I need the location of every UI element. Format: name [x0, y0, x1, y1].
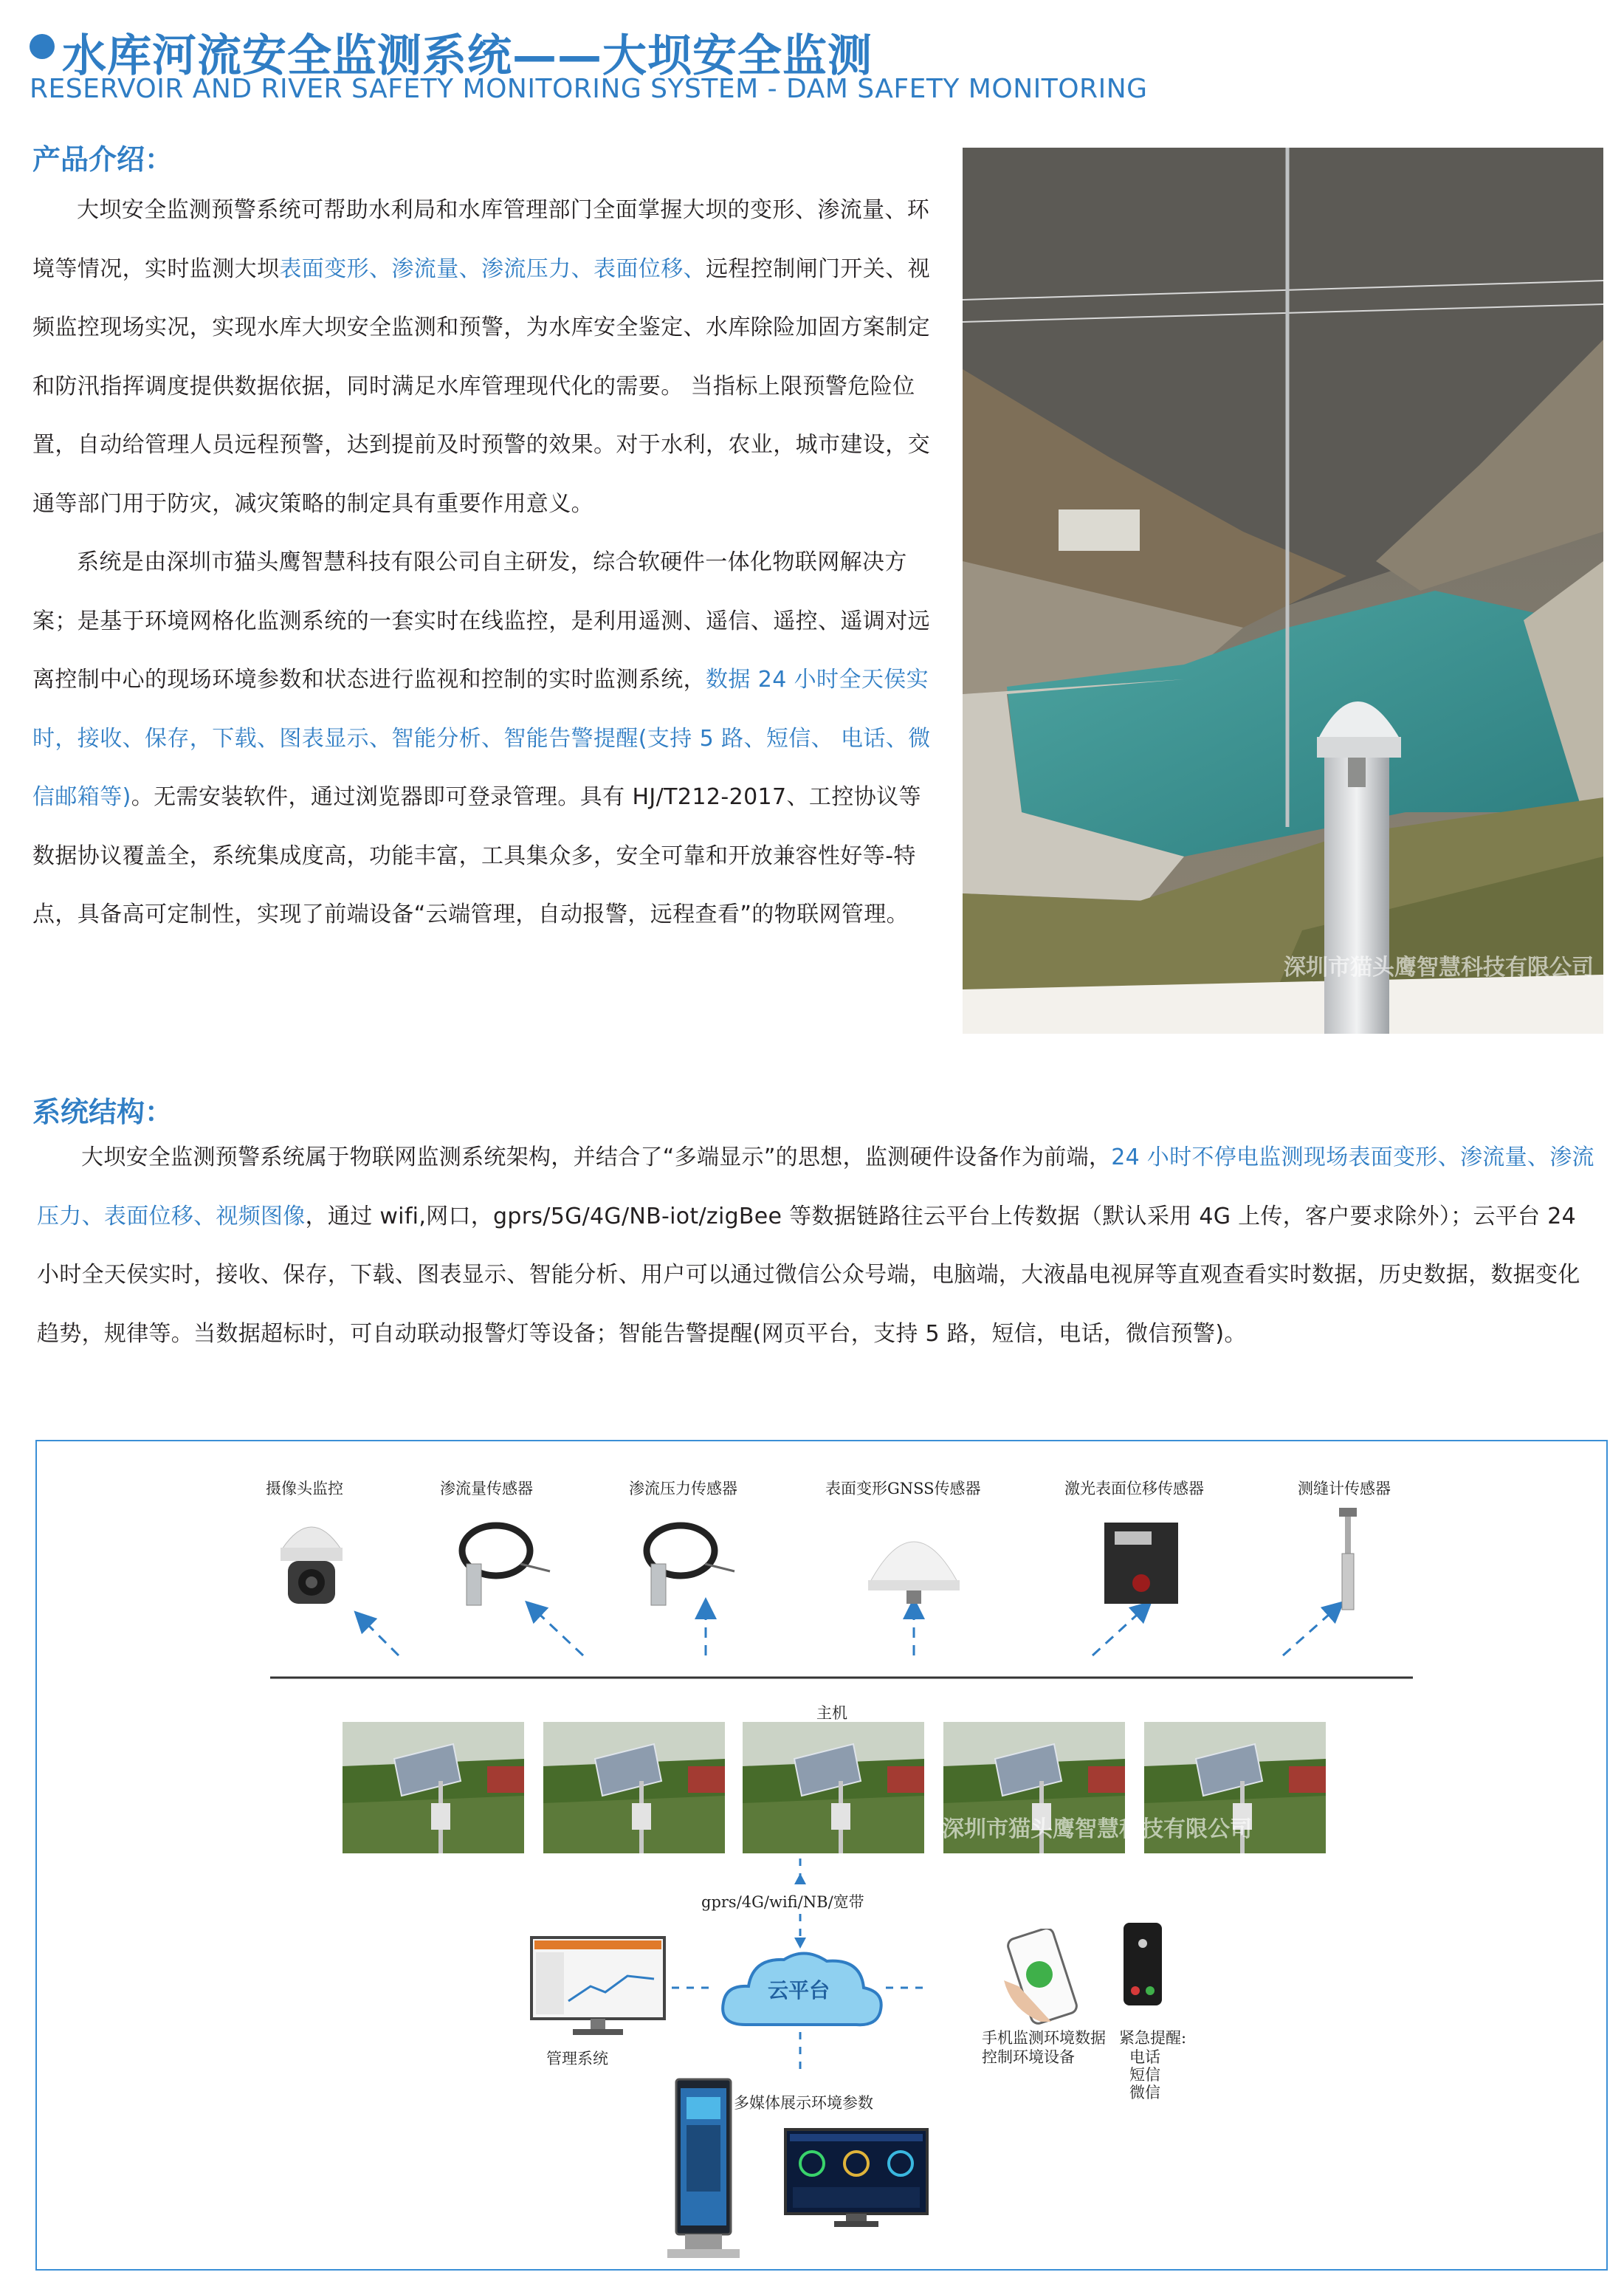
seepage-flow-sensor-icon: [450, 1512, 554, 1608]
dashboard-tv-icon: [782, 2127, 930, 2230]
station-photo: [743, 1722, 924, 1853]
gnss-antenna-icon: [862, 1512, 966, 1608]
alert-title: 紧急提醒:: [1119, 2029, 1187, 2047]
camera-icon: [275, 1512, 348, 1608]
intro-paragraph-2: 系统是由深圳市猫头鹰智慧科技有限公司自主研发，综合软硬件一体化物联网解决方案；是基于环境网格化监测系统的一套实时在线监控，是利用遥测、遥信、遥控、遥调对远离控制中心的现场环境参数和状态进行监视和控制的实时监测系统，数据 24 小时全天侯实时，接收、保存，下载、图表显示、智能分析、智能告警提醒(支持 5 路、短信、 电话、微信邮箱等)。无需安装软件，通过浏览器即可登录管理。具有 HJ/T212-2017、工控协议等数据协议覆盖全，系统集成度高，功能丰富，工具集众多，安全可靠和开放兼容性好等-特点，具备高可定制性，实现了前端设备“云端管理，自动报警，远程查看”的物联网管理。: [32, 549, 931, 927]
alert-item-wechat: 微信: [1129, 2084, 1160, 2101]
page-title: 水库河流安全监测系统——大坝安全监测: [62, 30, 873, 82]
laser-sensor-icon: [1097, 1512, 1186, 1608]
link-label: gprs/4G/wifi/NB/宽带: [701, 1893, 864, 1911]
cloud-label: 云平台: [768, 1978, 830, 2003]
seepage-pressure-sensor-icon: [635, 1512, 738, 1608]
mgmt-label: 管理系统: [546, 2050, 608, 2067]
kiosk-display-icon: [663, 2076, 744, 2261]
station-photo: [543, 1722, 725, 1853]
sensor-label-seepage-flow: 渗流量传感器: [440, 1480, 533, 1497]
sensor-label-laser-displacement: 激光表面位移传感器: [1064, 1480, 1204, 1497]
system-diagram: [35, 1440, 1608, 2271]
alert-item-phone: 电话: [1129, 2048, 1160, 2066]
title-bullet-icon: [30, 34, 55, 59]
highlight-text: 24 小时不停电监测现场表面变形、渗流量、渗流压力、表面位移、视频图像: [37, 1144, 1594, 1229]
sensor-label-seepage-pressure: 渗流压力传感器: [629, 1480, 737, 1497]
monitor-icon: [524, 1935, 672, 2038]
alert-item-sms: 短信: [1129, 2066, 1160, 2084]
phone-icon: [997, 1929, 1078, 2025]
phone-label-1: 手机监测环境数据: [982, 2029, 1106, 2047]
alert-phone-icon: [1122, 1921, 1163, 2007]
intro-heading: 产品介绍：: [32, 143, 173, 176]
structure-text: [37, 1128, 1602, 1363]
sensor-label-camera: 摄像头监控: [266, 1480, 343, 1497]
station-photo: [343, 1722, 524, 1853]
page-subtitle: RESERVOIR AND RIVER SAFETY MONITORING SYSTEM - DAM SAFETY MONITORING: [30, 74, 1148, 104]
host-label: 主机: [816, 1704, 847, 1722]
sensor-label-crack-meter: 测缝计传感器: [1298, 1480, 1391, 1497]
phone-label-2: 控制环境设备: [982, 2048, 1075, 2066]
media-label: 多媒体展示环境参数: [734, 2094, 873, 2112]
highlight-text: 数据 24 小时全天侯实时，接收、保存，下载、图表显示、智能分析、智能告警提醒(支持 5 路、短信、 电话、微信邮箱等): [32, 667, 931, 810]
photo-watermark: 深圳市猫头鹰智慧科技有限公司: [1284, 955, 1594, 981]
diagram-watermark: 深圳市猫头鹰智慧科技有限公司: [942, 1816, 1252, 1842]
highlight-text: 表面变形、渗流量、渗流压力、表面位移、: [279, 255, 706, 282]
crack-meter-icon: [1326, 1505, 1370, 1616]
sensor-label-gnss: 表面变形GNSS传感器: [825, 1480, 981, 1497]
intro-paragraph-1: 大坝安全监测预警系统可帮助水利局和水库管理部门全面掌握大坝的变形、渗流量、环境等情况，实时监测大坝表面变形、渗流量、渗流压力、表面位移、远程控制闸门开关、视频监控现场实况，实现水库大坝安全监测和预警，为水库安全鉴定、水库除险加固方案制定和防汛指挥调度提供数据依据，同时满足水库管理现代化的需要。 当指标上限预警危险位置，自动给管理人员远程预警，达到提前及时预警的效果。对于水利，农业，城市建设，交通等部门用于防灾，减灾策略的制定具有重要作用意义。: [32, 197, 931, 517]
dam-photo: [963, 148, 1603, 1034]
structure-paragraph: 大坝安全监测预警系统属于物联网监测系统架构，并结合了“多端显示”的思想，监测硬件设备作为前端，24 小时不停电监测现场表面变形、渗流量、渗流压力、表面位移、视频图像，通过 wifi,网口，gprs/5G/4G/NB-iot/zigBee 等数据链路往云平台上传数据（默认采用 4G 上传，客户要求除外）；云平台 24 小时全天侯实时，接收、保存，下载、图表显示、智能分析、用户可以通过微信公众号端，电脑端，大液晶电视屏等直观查看实时数据，历史数据，数据变化趋势，规律等。当数据超标时，可自动联动报警灯等设备；智能告警提醒(网页平台，支持 5 路，短信，电话，微信预警)。: [37, 1144, 1594, 1347]
structure-heading: 系统结构：: [32, 1096, 173, 1128]
intro-text: [32, 181, 933, 944]
